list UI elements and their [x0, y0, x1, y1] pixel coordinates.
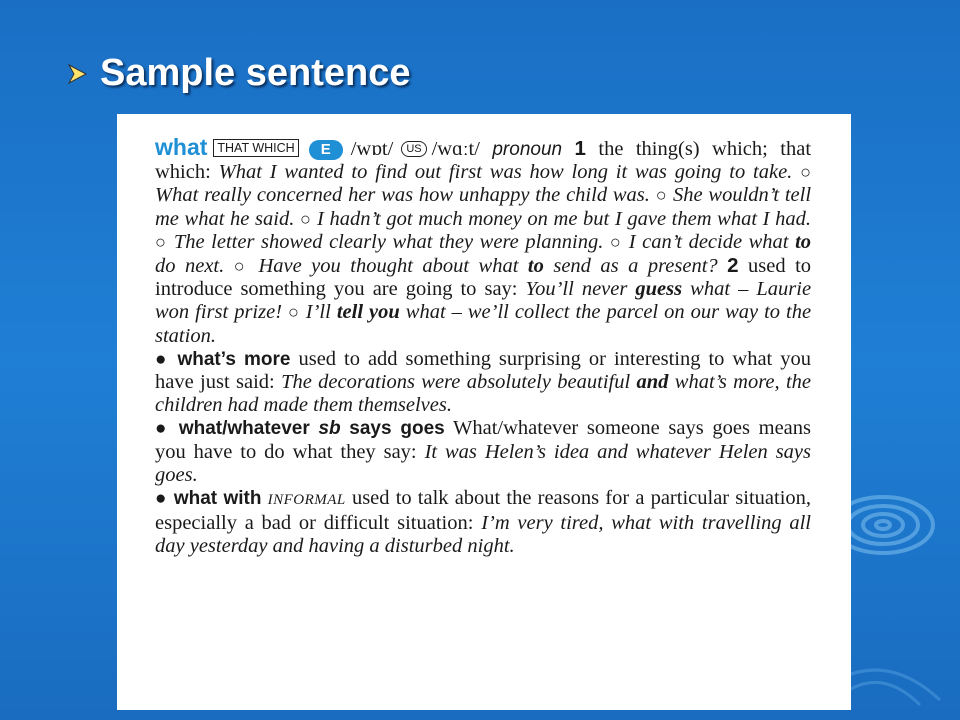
dictionary-entry-card [117, 114, 851, 710]
phrase-example: what’s more, the children had made them themselves. [155, 371, 812, 417]
gloss-box: THAT WHICH [213, 139, 298, 157]
phrase-block: ● what with INFORMAL used to talk about the reasons for a particular situation, especially a bad or difficult situation: I’m very tired, what with travelling all day yesterday and having a disturbed night. [155, 487, 812, 558]
us-pronunciation: /wɑːt/ [431, 138, 480, 160]
sense-1-example: The letter showed clearly what they were planning. [173, 230, 604, 253]
phrase-heading: what’s more [177, 348, 291, 370]
us-label: US [401, 141, 426, 157]
headword: what [155, 134, 208, 160]
sense-number-2: 2 [727, 254, 739, 278]
sense-2-example: what – we’ll collect the parcel on our way to the station. [155, 301, 812, 347]
keyword: tell you [336, 301, 400, 324]
phrase-example: I’m very tired, what with travelling all day yesterday and having a disturbed night. [155, 512, 812, 558]
phrase-heading: what with [173, 488, 262, 510]
phrase-heading-sb: sb [318, 418, 341, 440]
slide-title-text: Sample sentence [100, 52, 411, 94]
phrase-definition: used to add something surprising or interesting to what you have just said: [155, 347, 811, 394]
entry-sense-block: what THAT WHICH E /wɒt/ US /wɑːt/ pronoun 1 the thing(s) which; that which: What I wanted to find out first was how long it was going to take. ○ What really concerned her was how unhappy the child was. ○ She wouldn’t tell me what he said. ○ I hadn’t got much money on me but I gave them what I had. ○ The letter showed clearly what they were planning. ○ I can’t decide what to do next. ○ Have you thought about what to send as a present? 2 used to introduce something you are going to say: You’ll never guess what – Laurie won first prize! ○ I’ll tell you what – we’ll collect the parcel on our way to the station. [155, 134, 812, 347]
phrase-heading: says goes [349, 418, 445, 440]
sense-1-example: I can’t decide what [628, 230, 789, 253]
sense-1-definition: the thing(s) which; that which: [155, 138, 812, 184]
sense-2-example: what – Laurie won first prize! [155, 278, 812, 324]
sense-2-example: I’ll [305, 301, 331, 324]
sense-1-example: do next. [155, 255, 225, 278]
phrase-block: ● what’s more used to add something surprising or interesting to what you have just said: The decorations were absolutely beautiful and what’s more, the children had made them themselves. [155, 347, 812, 417]
part-of-speech: pronoun [492, 139, 563, 160]
keyword: guess [635, 278, 683, 301]
slide-title [66, 52, 410, 95]
arrow-bullet-icon [66, 63, 88, 85]
sense-2-example: You’ll never [525, 278, 628, 301]
sense-1-example: I hadn’t got much money on me but I gave them what I had. [317, 207, 812, 230]
register-label: INFORMAL [267, 492, 346, 509]
keyword: and [636, 371, 669, 394]
sense-number-1: 1 [574, 137, 586, 160]
phrase-example: It was Helen’s idea and whatever Helen says goes. [155, 440, 812, 486]
uk-pronunciation: /wɒt/ [350, 138, 394, 160]
phrase-heading: what/whatever [178, 418, 310, 440]
sense-1-example: Have you thought about what [258, 255, 519, 278]
phrase-block: ● what/whatever sb says goes What/whatever someone says goes means you have to do what they say: It was Helen’s idea and whatever Helen says goes. [155, 417, 812, 486]
keyword: to [795, 230, 812, 253]
sense-1-example: What I wanted to find out first was how long it was going to take. [218, 161, 793, 184]
sense-1-example: She wouldn’t tell me what he said. [155, 184, 812, 230]
sense-1-example: What really concerned her was how unhappy the child was. [155, 184, 650, 207]
phrase-example: The decorations were absolutely beautiful [281, 371, 631, 394]
phrase-definition: What/whatever someone says goes means you have to do what they say: [155, 417, 812, 463]
sense-2-definition: used to introduce something you are going to say: [155, 255, 812, 301]
keyword: to [527, 255, 544, 278]
sense-1-example: send as a present? [553, 255, 718, 278]
phrase-definition: used to talk about the reasons for a particular situation, especially a bad or difficult situation: [155, 487, 812, 535]
level-badge: E [309, 140, 343, 160]
